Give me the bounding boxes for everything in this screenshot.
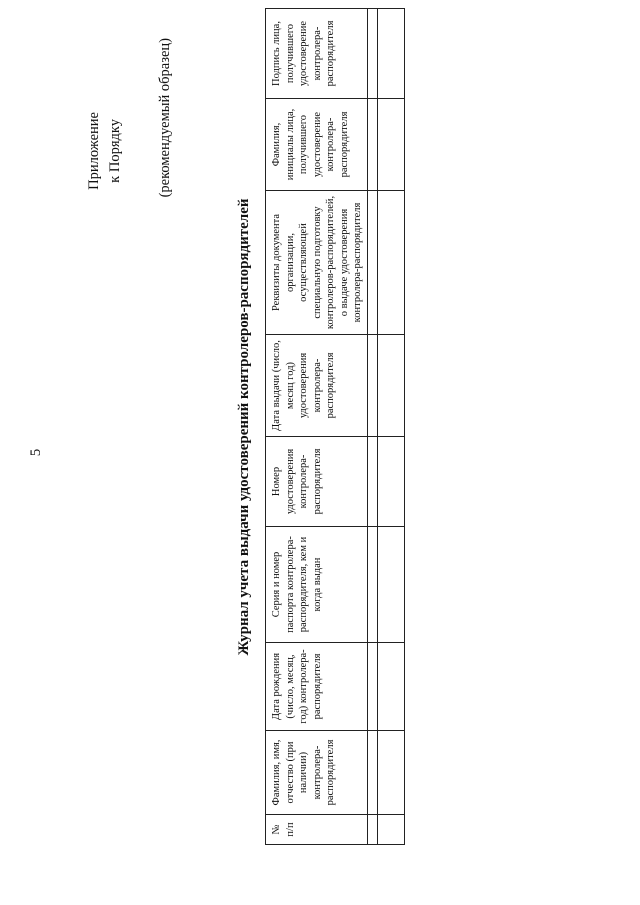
header-row bbox=[266, 9, 368, 845]
table-cell bbox=[377, 99, 404, 191]
appendix-line-2: к Порядку bbox=[107, 119, 123, 183]
table-row bbox=[377, 9, 404, 845]
header-cell-issue-date: Дата выдачи (число, месяц год) удостоверения контролера-распорядителя bbox=[266, 335, 368, 437]
header-cell-organization-document: Реквизиты документа организации, осуществляющей специальную подготовку контролеров-распорядителей, о выдаче удостоверения контролера-распорядителя bbox=[266, 191, 368, 335]
table-cell bbox=[367, 335, 377, 437]
journal-title: Журнал учета выдачи удостоверений контролеров-распорядителей bbox=[236, 198, 252, 656]
page-number: 5 bbox=[28, 448, 44, 457]
register-table bbox=[265, 8, 405, 845]
header-cell-passport: Серия и номер паспорта контролера-распорядителя, кем и когда выдан bbox=[266, 527, 368, 643]
table-cell bbox=[367, 643, 377, 731]
table-cell bbox=[377, 527, 404, 643]
header-cell-full-name: Фамилия, имя, отчество (при наличии) контролера-распорядителя bbox=[266, 731, 368, 815]
appendix-line-1: Приложение bbox=[86, 112, 102, 190]
table-cell bbox=[377, 437, 404, 527]
table-cell bbox=[367, 99, 377, 191]
table-cell bbox=[367, 527, 377, 643]
sample-note: (рекомендуемый образец) bbox=[157, 38, 173, 198]
header-cell-recipient-name: Фамилия, инициалы лица, получившего удостоверение контролера-распорядителя bbox=[266, 99, 368, 191]
table-cell bbox=[367, 815, 377, 845]
table-cell bbox=[377, 643, 404, 731]
header-cell-number: № п/п bbox=[266, 815, 368, 845]
header-cell-recipient-signature: Подпись лица, получившего удостоверение контролера-распорядителя bbox=[266, 9, 368, 99]
table-row bbox=[367, 9, 377, 845]
table-cell bbox=[367, 731, 377, 815]
table-cell bbox=[377, 731, 404, 815]
table-cell bbox=[377, 335, 404, 437]
appendix-block bbox=[84, 112, 126, 190]
header-cell-birth-date: Дата рождения (число, месяц, год) контролера-распорядителя bbox=[266, 643, 368, 731]
table-cell bbox=[367, 191, 377, 335]
table-cell bbox=[377, 191, 404, 335]
table-cell bbox=[367, 9, 377, 99]
table-cell bbox=[377, 9, 404, 99]
header-cell-certificate-number: Номер удостоверения контролера-распорядителя bbox=[266, 437, 368, 527]
table-cell bbox=[377, 815, 404, 845]
table-cell bbox=[367, 437, 377, 527]
